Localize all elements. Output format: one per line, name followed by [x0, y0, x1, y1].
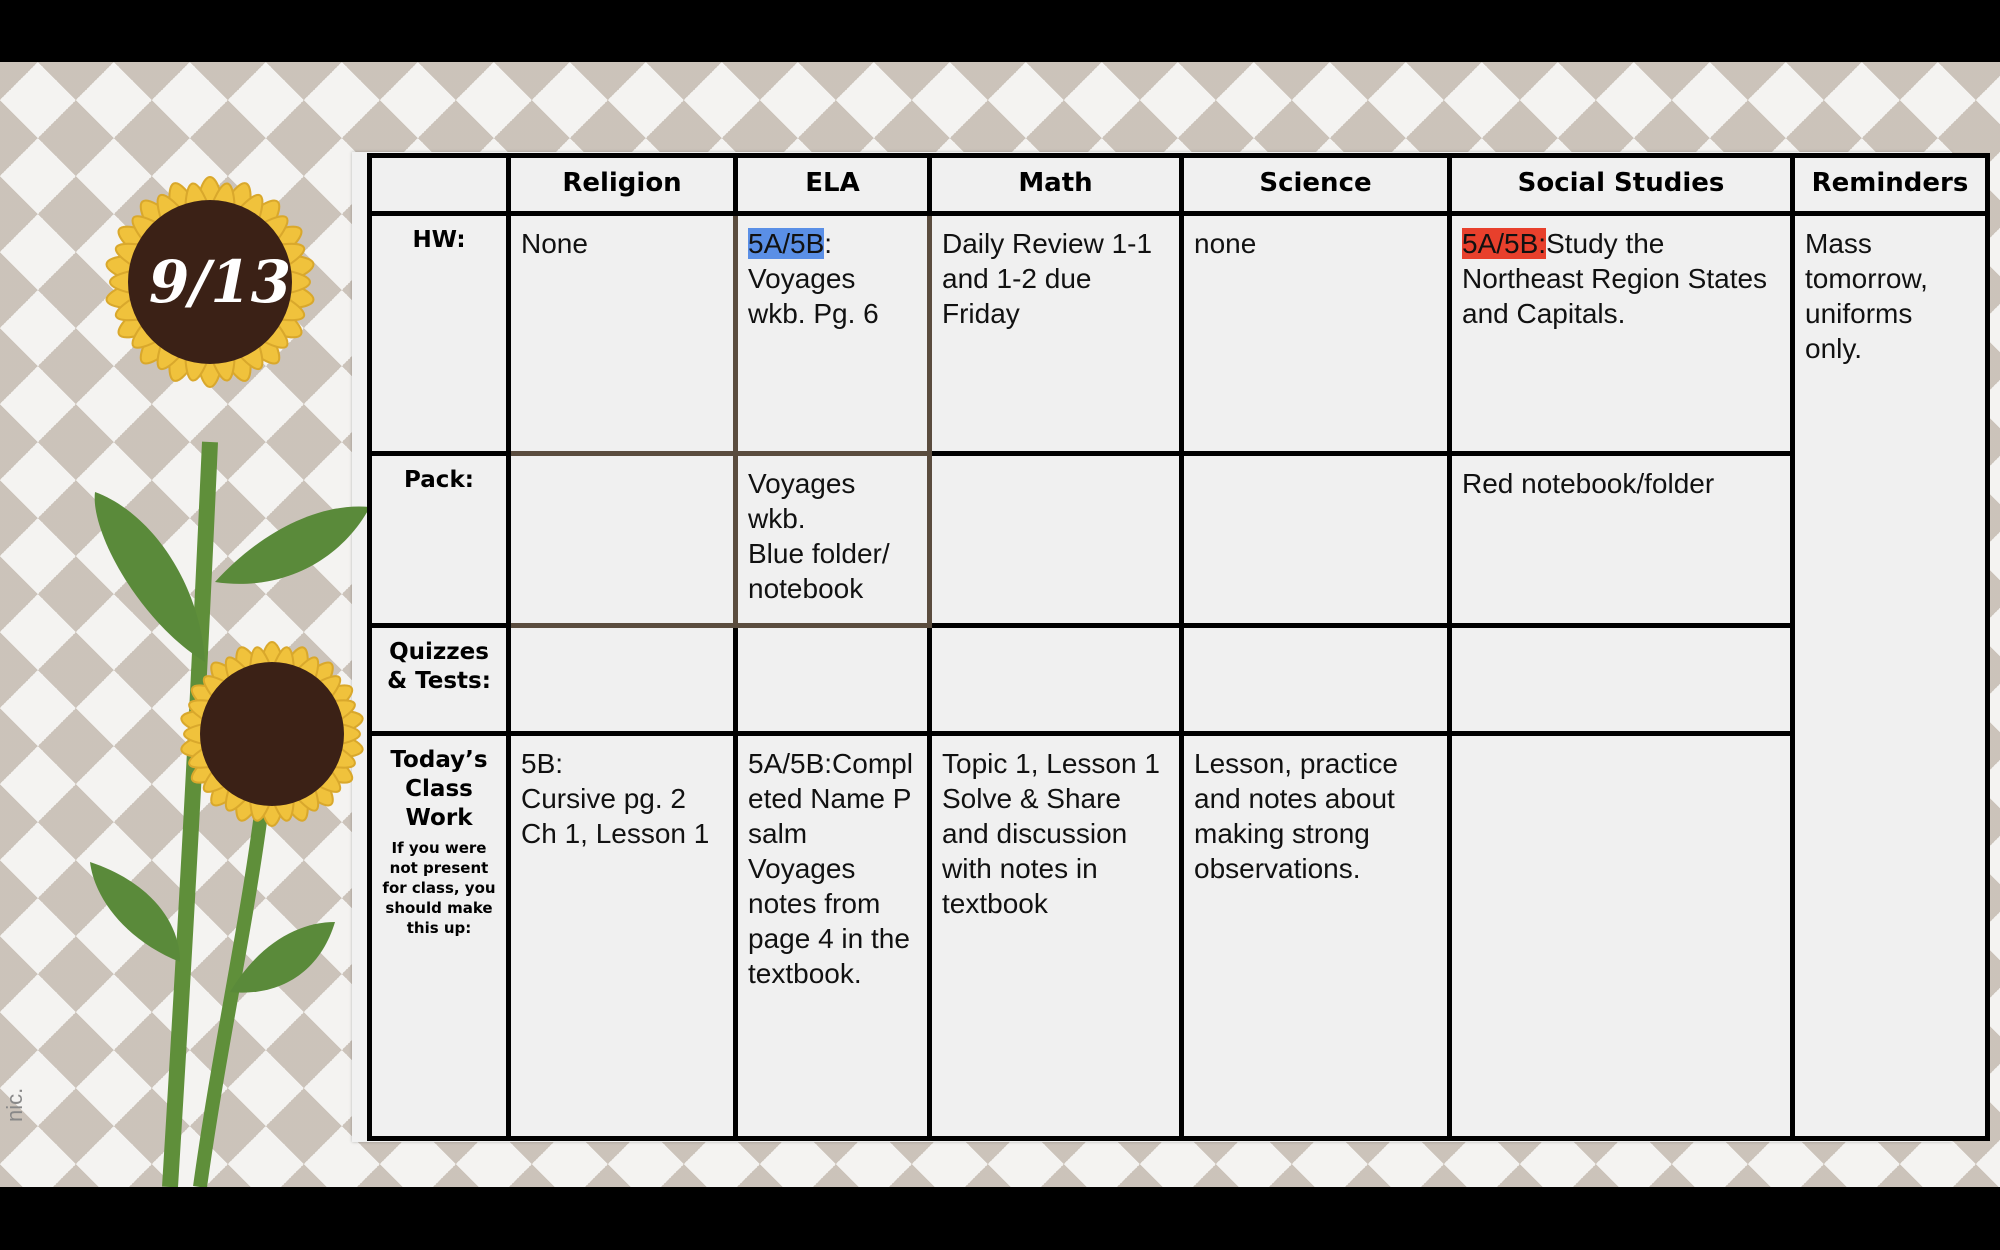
classwork-science-cell: Lesson, practice and notes about making strong observations. [1182, 734, 1450, 1139]
date-label: 9/13 [148, 248, 292, 316]
pack-ela-line: Voyages wkb. [748, 468, 856, 534]
hw-religion-cell: None [509, 214, 736, 454]
classwork-ela-cell [736, 734, 930, 1139]
hw-ela-text: : Voyages wkb. Pg. 6 [748, 228, 879, 329]
hw-social-studies-cell [1450, 214, 1793, 454]
row-label-class-work [370, 734, 509, 1139]
makeup-note: If you were not present for class, you should make this up: [382, 839, 496, 938]
column-header-reminders: Reminders [1793, 156, 1988, 214]
pack-math-cell [930, 454, 1182, 626]
row-label-pack: Pack: [370, 454, 509, 626]
row-label-quizzes-tests: Quizzes & Tests: [370, 626, 509, 734]
quiz-social-studies-cell [1450, 626, 1793, 734]
ela-class-highlight: 5A/5B [748, 228, 825, 259]
classwork-ela-line: 5A/5B:Completed Name Psalm [748, 748, 913, 849]
pack-religion-cell [509, 454, 736, 626]
column-header-social-studies: Social Studies [1450, 156, 1793, 214]
classwork-row [370, 734, 1988, 1139]
quiz-math-cell [930, 626, 1182, 734]
corner-header-cell [370, 156, 509, 214]
column-header-math: Math [930, 156, 1182, 214]
class-work-label: Today’s Class Work [390, 747, 488, 831]
reminders-cell: Mass tomorrow, uniforms only. [1793, 214, 1988, 1139]
header-row [370, 156, 1988, 214]
quiz-science-cell [1182, 626, 1450, 734]
hw-science-cell: none [1182, 214, 1450, 454]
row-label-hw: HW: [370, 214, 509, 454]
column-header-religion: Religion [509, 156, 736, 214]
pack-social-studies-cell: Red notebook/folder [1450, 454, 1793, 626]
corner-text: nic. [2, 1087, 27, 1122]
hw-social-studies-text: Study the Northeast Region States and Capitals. [1462, 228, 1768, 329]
column-header-science: Science [1182, 156, 1450, 214]
homework-planner-table [367, 153, 1990, 1141]
column-header-ela: ELA [736, 156, 930, 214]
pack-ela-cell [736, 454, 930, 626]
classwork-math-cell: Topic 1, Lesson 1 Solve & Share and discussion with notes in textbook [930, 734, 1182, 1139]
classwork-religion-line: Ch 1, Lesson 1 [521, 818, 710, 849]
classwork-religion-cell [509, 734, 736, 1139]
hw-ela-cell [736, 214, 930, 454]
classwork-religion-line: 5B: [521, 748, 564, 779]
pack-science-cell [1182, 454, 1450, 626]
hw-row [370, 214, 1988, 454]
classwork-social-studies-cell [1450, 734, 1793, 1139]
sunflower-decoration-icon [0, 62, 380, 1187]
hw-math-cell: Daily Review 1-1 and 1-2 due Friday [930, 214, 1182, 454]
quiz-ela-cell [736, 626, 930, 734]
pack-row [370, 454, 1988, 626]
classwork-religion-line: Cursive pg. 2 [521, 783, 686, 814]
social-studies-class-highlight: 5A/5B: [1462, 228, 1547, 259]
classwork-ela-line: Voyages notes from page 4 in the textbook. [748, 853, 910, 989]
pack-ela-line: Blue folder/ notebook [748, 538, 890, 604]
quizzes-row [370, 626, 1988, 734]
quiz-religion-cell [509, 626, 736, 734]
